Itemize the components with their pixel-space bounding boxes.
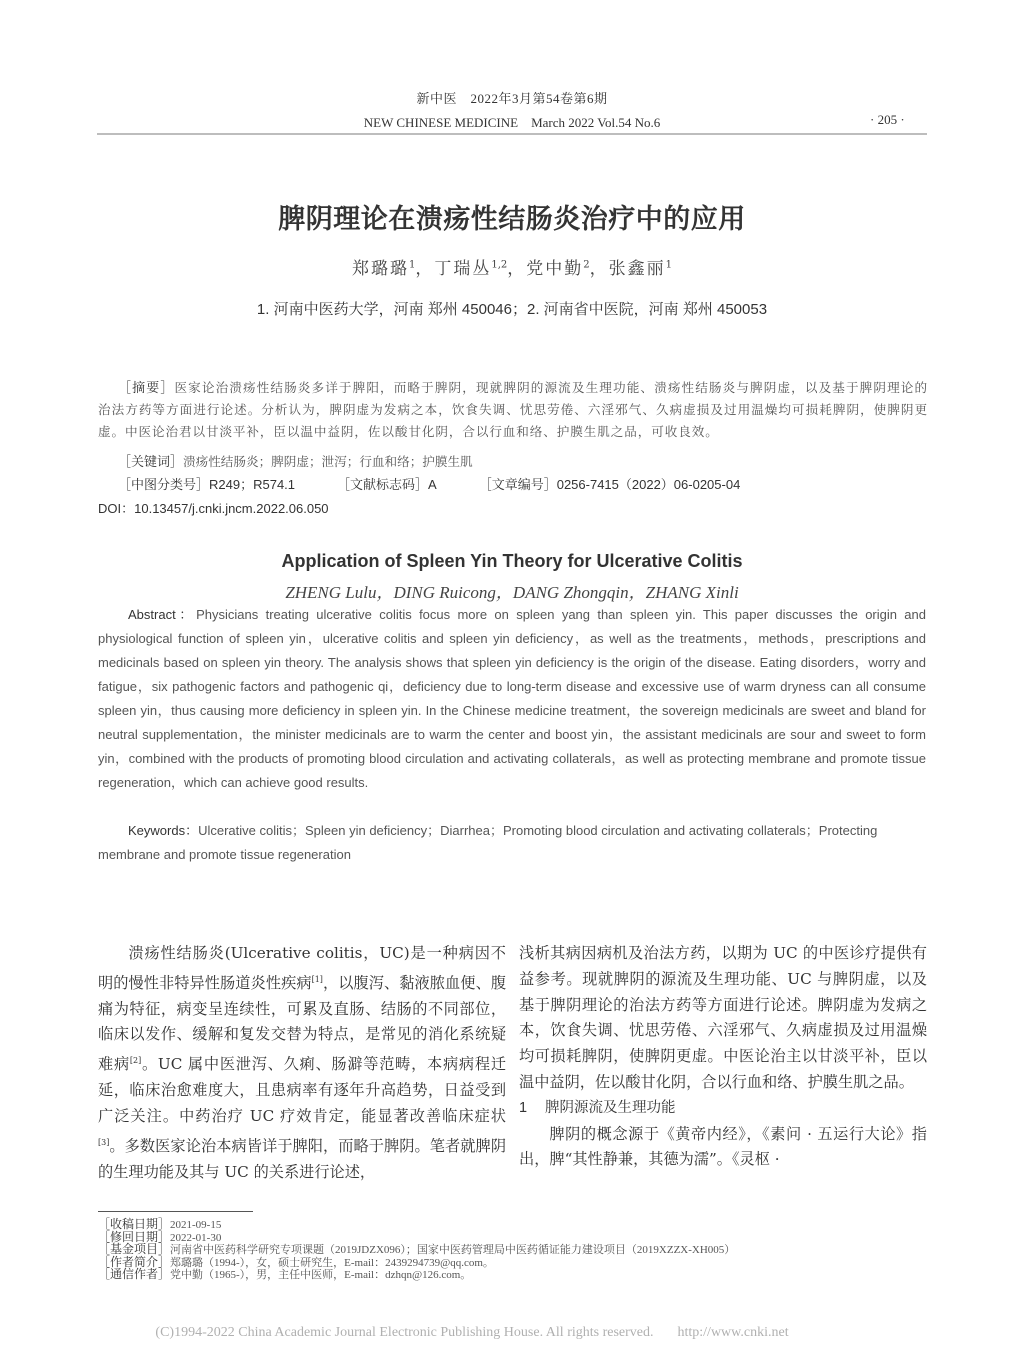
footnote-label: ［修回日期］ [98, 1229, 171, 1244]
affiliations-cn: 1. 河南中医药大学，河南 郑州 450046；2. 河南省中医院，河南 郑州 450053 [256, 301, 768, 318]
footnote-received-date [98, 1219, 735, 1232]
running-header-journal-en: NEW CHINESE MEDICINE March 2022 Vol.54 No.6 [363, 115, 661, 130]
doc-code-label: ［文献标志码］ [337, 477, 429, 492]
section-1-paragraph: 脾阴的概念源于《黄帝内经》，《素问 · 五运行大论》指出，脾“其性静兼，其德为濡”。《灵枢 · [519, 1124, 927, 1169]
keywords-cn-label: ［关键词］ [118, 454, 184, 469]
body-text: 。UC 属中医泄泻、久痢、肠澼等范畴，本病病程迁延，临床治愈难度大，且患病率有逐年升高趋势，日益受到广泛关注。中药治疗 UC 疗效肯定，能显著改善临床症状 [98, 1055, 507, 1125]
footnote-value: 郑璐璐（1994-），女，硕士研究生，E-mail：2439294739@qq.com。 [170, 1256, 494, 1269]
intro-paragraph [98, 941, 506, 1185]
classification-line [118, 474, 740, 493]
footnote-value: 2022-01-30 [170, 1231, 222, 1244]
article-number-value: 0256-7415（2022）06-0205-04 [556, 477, 741, 492]
footnote-value: 党中勤（1965-），男，主任中医师，E-mail：dzhqn@126.com。 [170, 1269, 472, 1281]
section-heading-1 [519, 1096, 927, 1122]
doi-value[interactable]: 10.13457/j.cnki.jncm.2022.06.050 [134, 501, 329, 516]
author-name: 郑璐璐 [351, 259, 409, 279]
header-rule [97, 133, 927, 135]
keywords-en [98, 819, 926, 867]
keywords-en-text: Ulcerative colitis；Spleen yin deficiency；Diarrhea；Promoting blood circulation and activating collaterals；Protecting membrane and promote tissue regeneration [98, 823, 878, 862]
footnote-author-bio [98, 1254, 735, 1270]
section-title: 脾阴源流及生理功能 [545, 1099, 676, 1116]
author-list-en: ZHENG Lulu，DING Ruicong，DANG Zhongqin，ZHANG Xinli [285, 583, 739, 602]
citation-ref-3[interactable]: [3] [98, 1137, 110, 1147]
body-text: ，以腹泻、黏液脓血便、腹痛为特征，病变呈连续性，可累及直肠、结肠的不同部位，临床以发作、缓解和复发交替为特点，是常见的消化系统疑难病 [98, 973, 507, 1074]
footnote-corresponding-author [98, 1269, 735, 1282]
footnote-revised-date [98, 1229, 735, 1245]
clc-label: ［中图分类号］ [118, 477, 210, 492]
author-separator: ， [589, 259, 609, 279]
body-column-left [98, 941, 506, 1185]
author-separator: ， [507, 259, 527, 279]
footnote-value: 河南省中医药科学研究专项课题（2019JDZX096）；国家中医药管理局中医药循证能力建设项目（2019XZZX-XH005） [170, 1244, 736, 1256]
footnote-value: 2021-09-15 [170, 1219, 222, 1231]
article-title-en: Application of Spleen Yin Theory for Ulcerative Colitis [281, 551, 743, 571]
body-text: 。多数医家论治本病皆详于脾阳，而略于脾阴。笔者就脾阴的生理功能及其与 UC 的关系进行论述， [98, 1136, 506, 1181]
footnote-funding [98, 1244, 735, 1257]
section-number: 1 [519, 1099, 528, 1116]
author-affiliation-mark: 1 [665, 259, 673, 271]
author-affiliation-mark: 2 [583, 259, 590, 271]
keywords-cn [118, 451, 948, 473]
article-number-label: ［文章编号］ [478, 477, 557, 492]
author-name: 张鑫丽 [608, 259, 666, 279]
running-header-journal-cn: 新中医 2022年3月第54卷第6期 [416, 91, 608, 106]
keywords-cn-text: 溃疡性结肠炎；脾阴虚；泄泻；行血和络；护膜生肌 [183, 454, 473, 469]
intro-paragraph-continued: 浅析其病因病机及治法方药，以期为 UC 的中医诊疗提供有益参考。现就脾阴的源流及生理功能、UC 与脾阴虚，以及基于脾阴理论的治法方药等方面进行论述。脾阴虚为发病之本，饮食失调、忧思劳倦、六淫邪气、久病虚损及过用温燥均可损耗脾阴，使脾阴更虚。中医论治主以甘淡平补，臣以温中益阴，佐以酸甘化阴，合以行血和络、护膜生肌之品。 [519, 944, 927, 1091]
author-affiliation-mark: 1,2 [491, 259, 508, 271]
citation-ref-1[interactable]: [1] [311, 974, 323, 984]
footnote-label: ［收稿日期］ [98, 1217, 171, 1231]
footnote-rule [98, 1211, 253, 1212]
author-list-cn [0, 254, 1024, 279]
footnote-label: ［基金项目］ [98, 1242, 171, 1256]
clc-value: R249；R574.1 [209, 477, 296, 492]
page-number: · 205 · [870, 112, 905, 127]
abstract-cn-label: ［摘要］ [118, 380, 175, 395]
author-affiliation-mark: 1 [408, 259, 416, 271]
author-separator: ， [415, 259, 435, 279]
keywords-en-label: Keywords： [128, 823, 199, 838]
body-column-right [519, 941, 927, 1173]
doi [98, 498, 329, 517]
copyright-url-link[interactable]: http://www.cnki.net [677, 1325, 789, 1340]
footnotes [98, 1219, 735, 1282]
abstract-en-text: Physicians treating ulcerative colitis focus more on spleen yang than spleen yin. This paper discusses the origin and physiological function of spleen yin，ulcerative colitis and spleen yin deficiency，as well as the treatments，methods，prescriptions and medicinals based on spleen yin theory. The analysis shows that spleen yin deficiency is the origin of the disease. Eating disorders，worry and fatigue，six pathogenic factors and pathogenic qi，deficiency due to long-term disease and excessive use of warm dryness can all consume spleen yin，thus causing more deficiency in spleen yin. In the Chinese medicine treatment，the sovereign medicinals are sweet and bland for neutral supplementation，the minister medicinals are to warm the center and boost yin，the assistant medicinals are sour and sweet to form yin，combined with the products of promoting blood circulation and activating collaterals，as well as protecting membrane and promote tissue regeneration，which can achieve good results. [98, 607, 926, 790]
copyright-notice [0, 1325, 922, 1341]
body-text: 溃疡性结肠炎(Ulcerative colitis，UC)是一种病因不明的慢性非特异性肠道炎性疾病 [98, 944, 506, 992]
doc-code-value: A [428, 477, 437, 492]
author-name: 党中勤 [526, 259, 584, 279]
article-title-cn: 脾阴理论在溃疡性结肠炎治疗中的应用 [278, 204, 746, 235]
copyright-text: (C)1994-2022 China Academic Journal Electronic Publishing House. All rights reserved. [155, 1325, 654, 1340]
abstract-cn [98, 377, 928, 443]
abstract-en-label: Abstract： [128, 607, 197, 622]
abstract-en [98, 603, 926, 795]
abstract-cn-text: 医家论治溃疡性结肠炎多详于脾阳，而略于脾阴，现就脾阴的源流及生理功能、溃疡性结肠炎与脾阴虚，以及基于脾阴理论的治法方药等方面进行论述。分析认为，脾阴虚为发病之本，饮食失调、忧思劳倦、六淫邪气、久病虚损及过用温燥均可损耗脾阴，使脾阴更虚。中医论治君以甘淡平补，臣以温中益阴，佐以酸甘化阴，合以行血和络、护膜生肌之品，可收良效。 [98, 380, 928, 439]
doi-label: DOI： [98, 501, 135, 516]
footnote-label: ［作者简介］ [98, 1254, 171, 1269]
author-name: 丁瑞丛 [434, 259, 492, 279]
citation-ref-2[interactable]: [2] [129, 1056, 142, 1066]
footnote-label: ［通信作者］ [98, 1267, 171, 1281]
